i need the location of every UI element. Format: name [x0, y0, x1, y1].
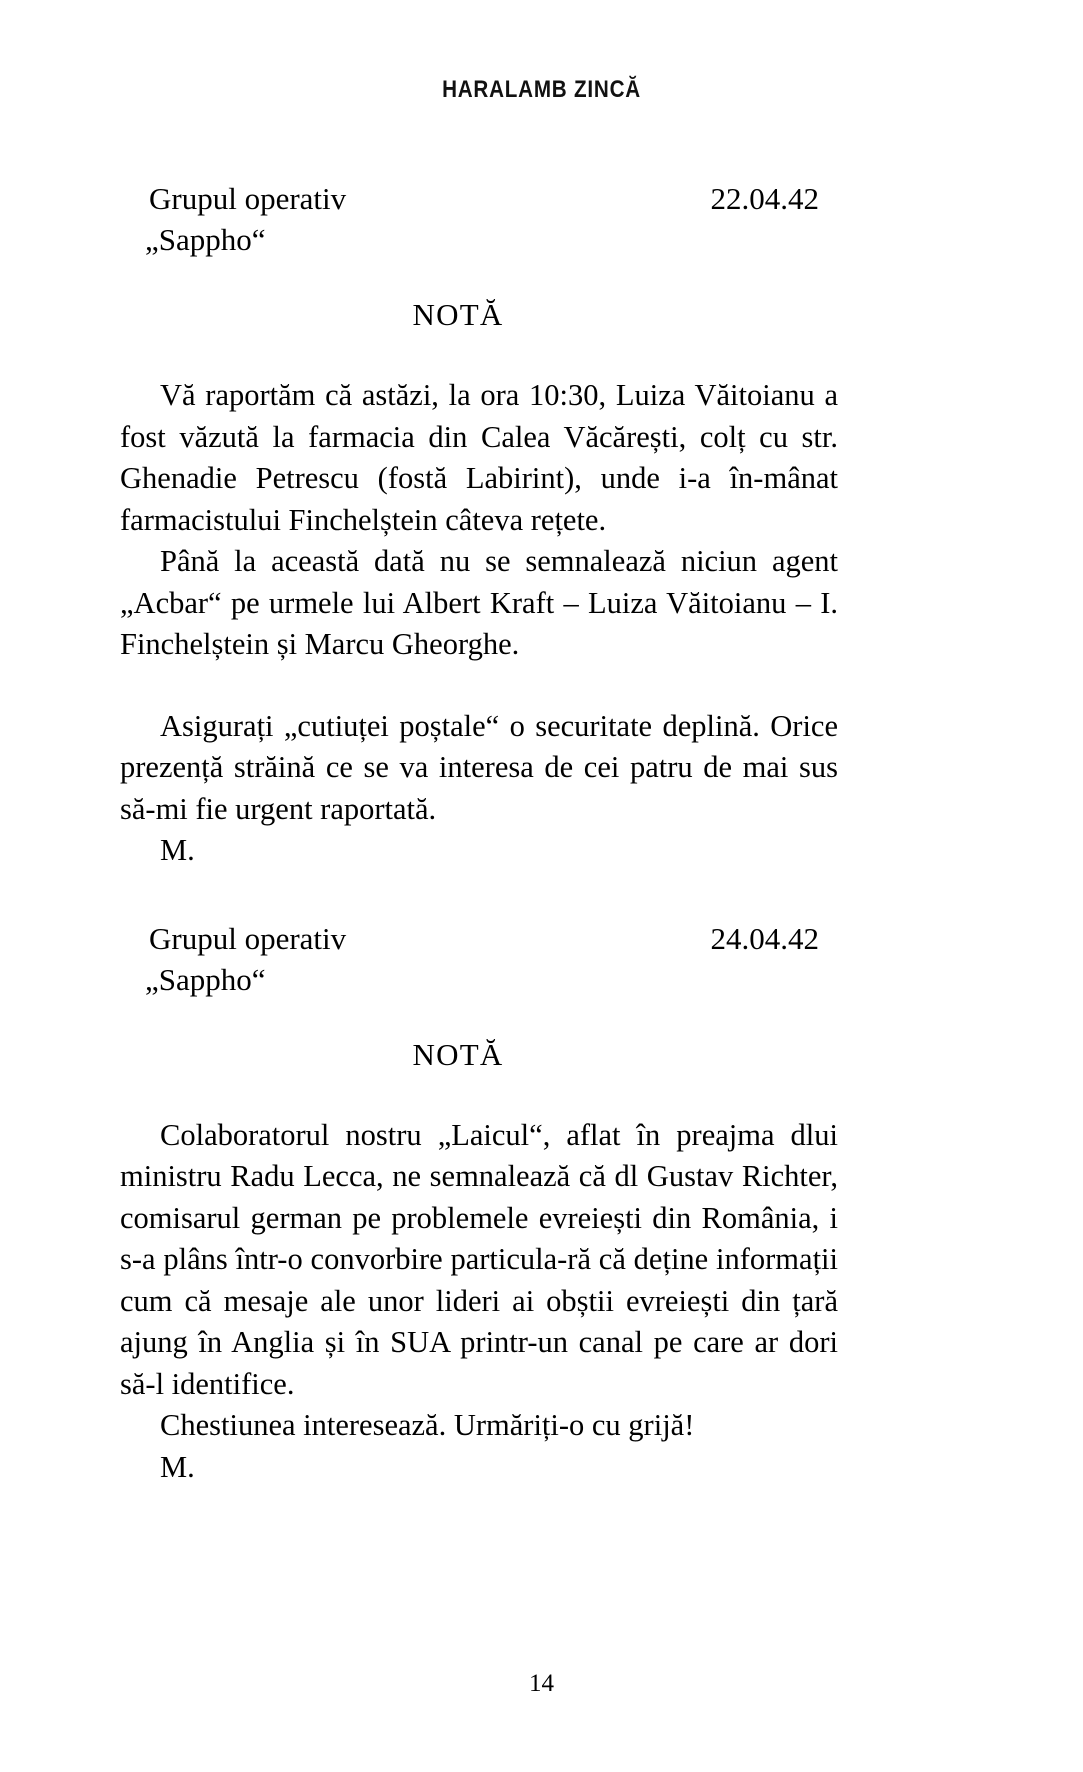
report-block-1 [120, 178, 838, 872]
report-1-paragraph-1: Vă raportăm că astăzi, la ora 10:30, Luiza Văitoianu a fost văzută la farmacia din Calea Văcărești, colț cu str. Ghenadie Petrescu (fostă Labirint), unde i-a în-mânat farmacistului Finchelștein câteva rețete. [120, 378, 838, 537]
spacer [120, 1075, 838, 1115]
report-1-signature: M. [160, 833, 195, 867]
report-2-codename: „Sappho“ [145, 961, 266, 997]
report-1-date: 22.04.42 [710, 181, 819, 216]
report-2-signature: M. [160, 1449, 195, 1484]
report-1-header-line [120, 178, 838, 219]
report-1-paragraph-2: Până la această dată nu se semnalează niciun agent „Acbar“ pe urmele lui Albert Kraft – Luiza Văitoianu – I. Finchelștein și Marcu Gheorghe. [120, 544, 838, 661]
report-1-codename: „Sappho“ [145, 222, 266, 257]
report-block-2 [120, 918, 838, 1489]
report-2-paragraph-2: Chestiunea interesează. Urmăriți-o cu grijă! [160, 1408, 695, 1442]
spacer [120, 666, 838, 706]
report-2-header-line [120, 918, 838, 959]
spacer [120, 260, 838, 294]
report-1-heading: NOTĂ [412, 297, 504, 332]
report-2-heading: NOTĂ [412, 1036, 504, 1072]
spacer [120, 335, 838, 375]
page-number: 14 [529, 1670, 554, 1697]
report-2-date: 24.04.42 [710, 920, 819, 956]
text-column [120, 178, 838, 1488]
report-2-group-label: Grupul operativ [149, 920, 347, 956]
report-1-paragraph-3: Asigurați „cutiuței poștale“ o securitate deplină. Orice prezență străină ce se va interesa de cei patru de mai sus să-mi fie urgent raportată. [120, 708, 838, 826]
running-head-author: HARALAMB ZINCĂ [442, 76, 641, 103]
report-1-group-label: Grupul operativ [149, 181, 347, 216]
spacer [120, 872, 838, 918]
report-2-paragraph-1: Colaboratorul nostru „Laicul“, aflat în preajma dlui ministru Radu Lecca, ne semnalează că dl Gustav Richter, comisarul german pe problemele evreiești din România, i s-a plâns într-o convorbire particula-ră că deține informații cum că mesaje ale unor lideri ai obștii evreiești din țară ajung în Anglia și în SUA printr-un canal pe care ar dori să-l identifice. [120, 1117, 838, 1401]
spacer [120, 1000, 838, 1034]
